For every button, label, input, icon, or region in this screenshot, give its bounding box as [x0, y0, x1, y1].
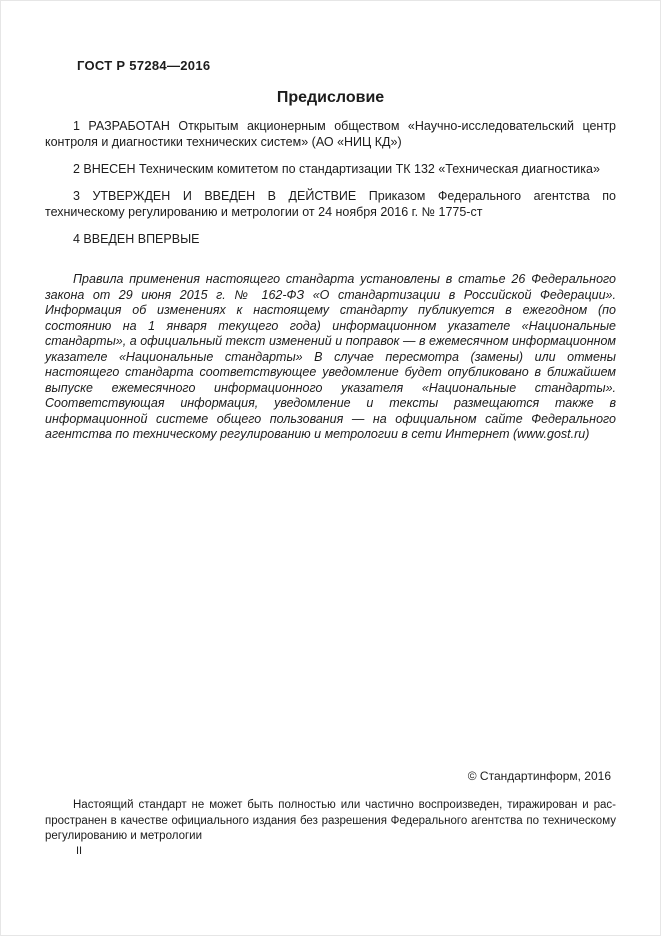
foreword-item-1-developed: 1 РАЗРАБОТАН Открытым акционерным обществом «Научно-исследовательский центр контроля и диагностики технических систем» (АО «НИЦ КД») [45, 119, 616, 149]
reproduction-restriction-note: Настоящий стандарт не может быть полностью или частично воспроизведен, тиражирован и распространен в качестве официального издания без разрешения Федерального агентства по техническому регулированию и метрологии [45, 799, 616, 842]
application-rules-note: Правила применения настоящего стандарта установлены в статье 26 Федерального закона от 29 июня 2015 г. № 162-ФЗ «О стандартизации в Российской Федерации». Информация об изменениях к настоящему стандарту публикуется в ежегодном (по состоянию на 1 января текущего года) информационном указателе «Национальные стандарты», а официальный текст изменений и поправок — в ежемесячном информационном указателе «Национальные стандарты» В случае пересмотра (замены) или отмены настоящего стандарта соответствующее уведомление будет опубликовано в ближайшем выпуске ежемесячного информационного указателя «Национальные стандарты». Соответствующая информация, уведомление и тексты размещаются также в информационной системе общего пользования — на официальном сайте Федерального агентства по техническому регулированию и метрологии в сети Интернет (www.gost.ru) [45, 272, 616, 441]
foreword-item-4-first-introduced: 4 ВВЕДЕН ВПЕРВЫЕ [73, 232, 200, 246]
running-header-standard-number: ГОСТ Р 57284—2016 [77, 58, 211, 73]
copyright-line: © Стандартинформ, 2016 [467, 769, 611, 783]
foreword-item-3-approved: 3 УТВЕРЖДЕН И ВВЕДЕН В ДЕЙСТВИЕ Приказом Федерального агентства по техническому регулированию и метрологии от 24 ноября 2016 г. № 1775-ст [45, 189, 616, 219]
foreword-item-2-submitted: 2 ВНЕСЕН Техническим комитетом по стандартизации ТК 132 «Техническая диагностика» [73, 162, 600, 176]
foreword-items [45, 118, 616, 258]
page-number: II [76, 845, 83, 857]
page-title-foreword: Предисловие [276, 89, 385, 106]
